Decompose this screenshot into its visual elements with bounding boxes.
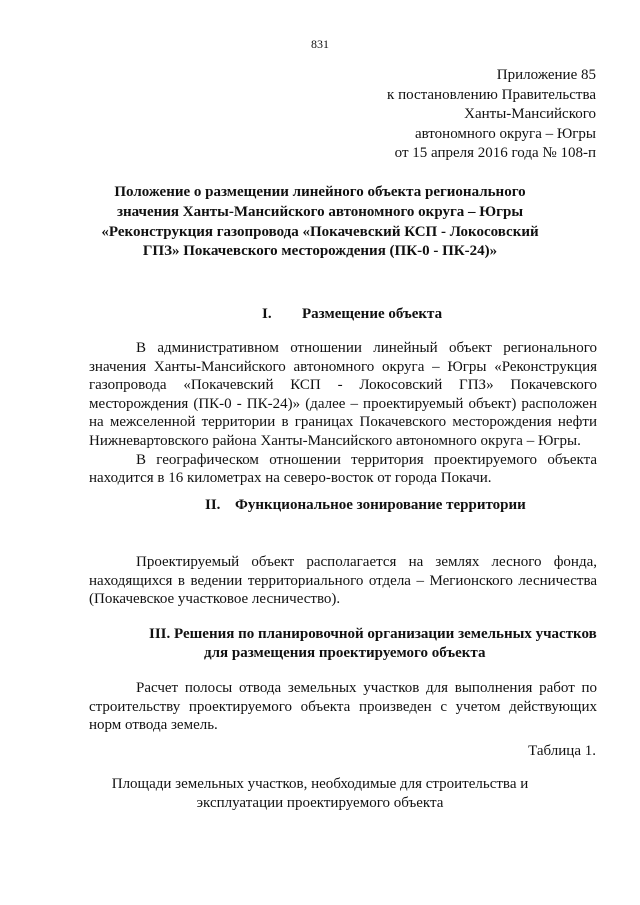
appendix-line: к постановлению Правительства	[387, 86, 596, 103]
section-heading	[149, 626, 597, 643]
section-number: I.	[262, 306, 272, 322]
appendix-line: Приложение 85	[496, 67, 596, 83]
section-number: II.	[205, 497, 221, 513]
paragraph: В административном отношении линейный объект регионального значения Ханты-Мансийского автономного округа – Югры «Реконструкция газопровода «Покачевский КСП - Локосовский ГПЗ» Покачевского месторождения (ПК-0 - ПК-24)» (далее – проектируемый объект) расположен на межселенной территории в границах Покачевского месторождения нефти Нижневартовского района Ханты-Мансийского автономного округа – Югры.	[89, 340, 597, 449]
page-number: 831	[311, 37, 329, 51]
paragraph: Расчет полосы отвода земельных участков для выполнения работ по строительству проектируемого объекта произведен с учетом действующих норм отвода земель.	[89, 680, 597, 734]
section-number: III.	[149, 626, 171, 642]
appendix-line: Ханты-Мансийского	[464, 106, 596, 123]
section-title: Функциональное зонирование территории	[235, 497, 526, 513]
section-body	[89, 553, 597, 609]
appendix-line: от 15 апреля 2016 года № 108-п	[394, 145, 596, 162]
appendix-block	[387, 66, 596, 164]
table-title-line: Площади земельных участков, необходимые для строительства и	[111, 776, 529, 792]
table-title-line: эксплуатации проектируемого объекта	[196, 795, 444, 811]
table-caption: Таблица 1.	[528, 743, 596, 759]
paragraph: Проектируемый объект располагается на землях лесного фонда, находящихся в ведении территориального отдела – Мегионского лесничества (Покачевское участковое лесничество).	[89, 554, 597, 608]
section-heading	[205, 497, 526, 514]
paragraph: В географическом отношении территория проектируемого объекта находится в 16 километрах на северо-восток от города Покачи.	[89, 451, 597, 487]
section-title-line: для размещения проектируемого объекта	[204, 645, 486, 661]
section-heading	[262, 306, 442, 323]
section-body	[89, 339, 597, 488]
table-title	[110, 775, 530, 813]
appendix-line: автономного округа – Югры	[414, 125, 596, 142]
section-title: Размещение объекта	[302, 306, 443, 322]
section-title-line: Решения по планировочной организации земельных участков	[174, 626, 597, 642]
section-body	[89, 679, 597, 735]
document-title: Положение о размещении линейного объекта регионального значения Ханты-Мансийского автономного округа – Югры «Реконструкция газопровода «Покачевский КСП - Локосовский ГПЗ» Покачевского месторождения (ПК-0 - ПК-24)»	[101, 184, 539, 260]
section-heading-continued	[204, 645, 485, 662]
